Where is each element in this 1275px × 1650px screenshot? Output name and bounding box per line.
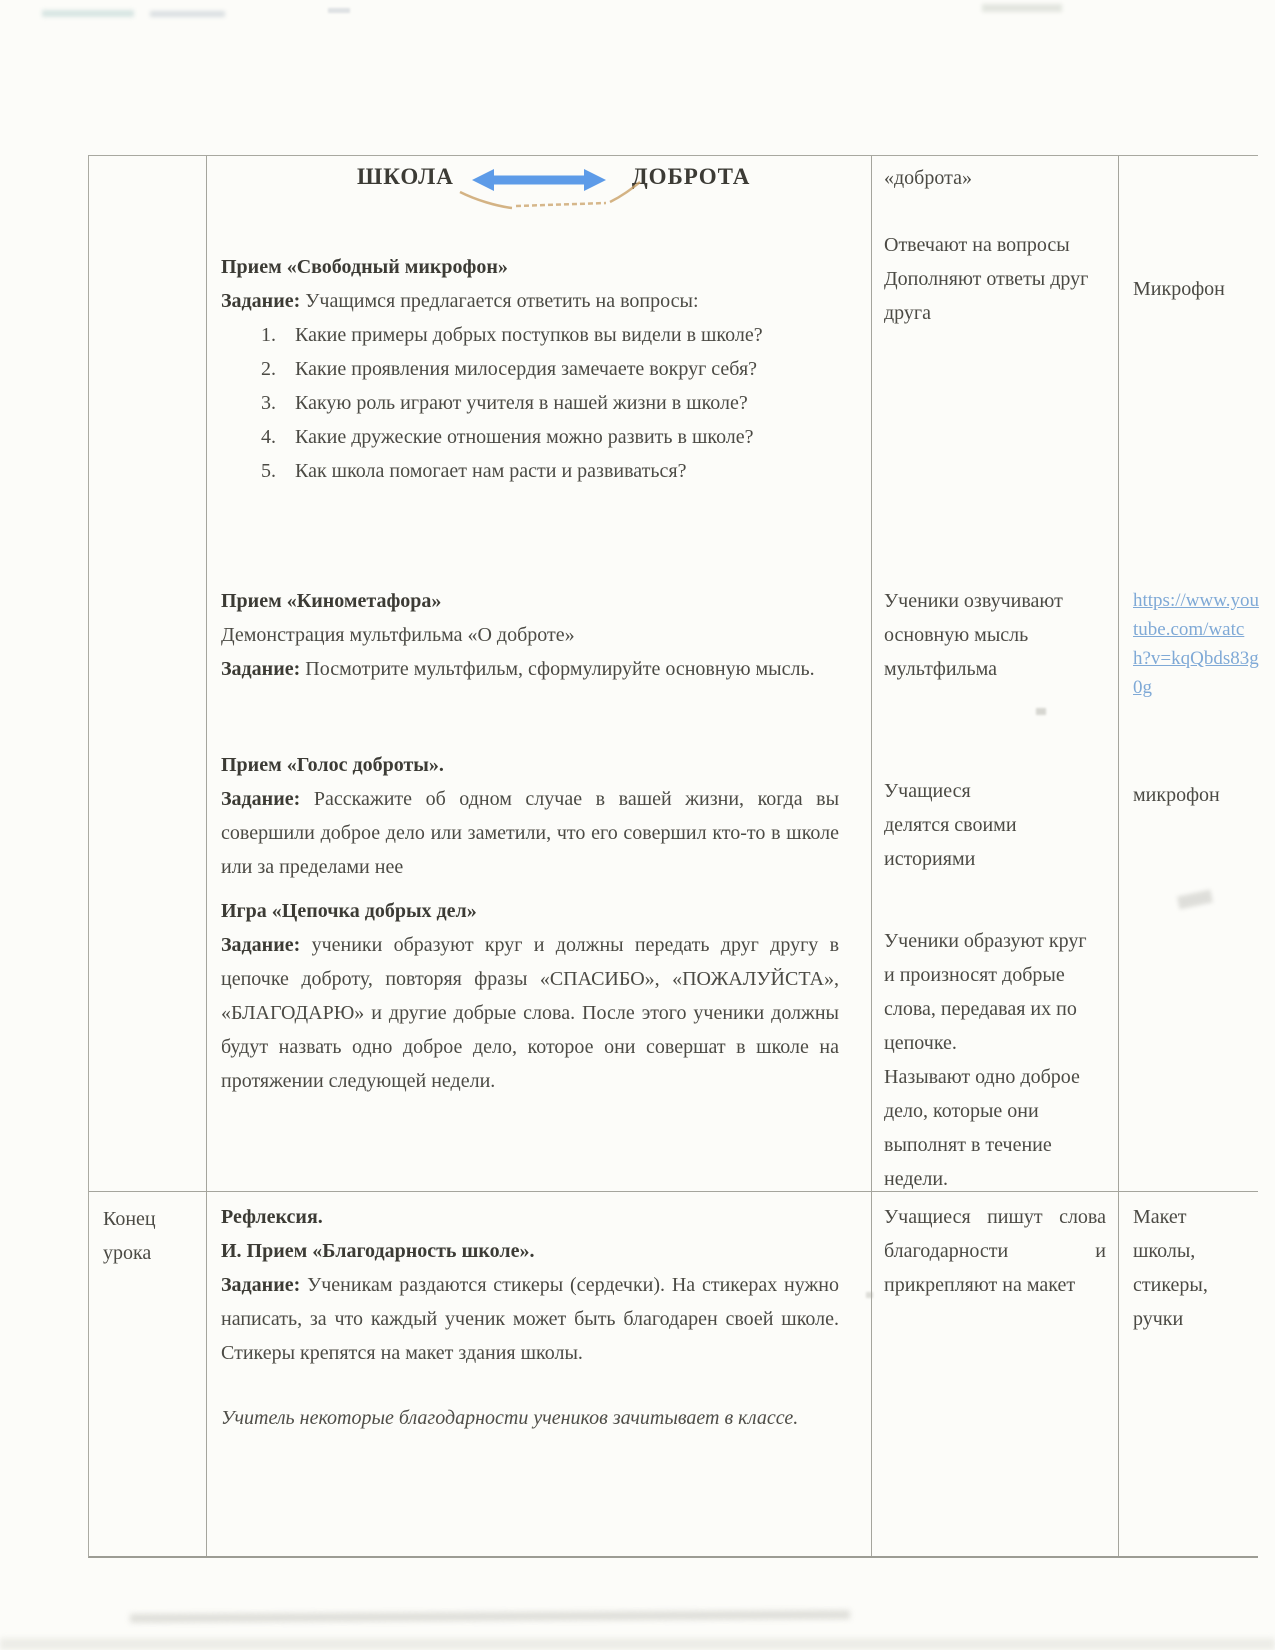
student-actions-cell-end (871, 1191, 1118, 1556)
chain-actions-text: Ученики образуют круг и произносят добрые слова, передавая их по цепочке. (884, 930, 1087, 1054)
question-number: 2. (261, 358, 276, 380)
question-text: Какие примеры добрых поступков вы видели в школе? (295, 324, 763, 346)
scan-artifact (0, 1638, 1275, 1650)
activities-cell (206, 156, 871, 1191)
kindness-word: «доброта» (884, 167, 972, 189)
scan-artifact (150, 11, 225, 17)
chain-actions-text: Называют одно доброе дело, которые они выполнят в течение недели. (884, 1066, 1080, 1190)
school-label: ШКОЛА (357, 164, 454, 189)
resources-end-text: Макет школы, стикеры, ручки (1133, 1206, 1208, 1330)
activity-title: Прием «Кинометафора» (221, 590, 442, 612)
question-item (257, 386, 839, 420)
scan-artifact (328, 8, 350, 13)
task-label: Задание: (221, 290, 301, 312)
resources-cell (1118, 156, 1258, 1191)
teacher-note: Учитель некоторые благодарности учеников зачитывает в классе. (221, 1407, 799, 1429)
activity-title: Прием «Голос доброты». (221, 754, 444, 776)
gratitude-title: И. Прием «Благодарность школе». (221, 1240, 535, 1262)
question-number: 3. (261, 392, 276, 414)
questions-list (257, 318, 839, 488)
task-text: Ученикам раздаются стикеры (сердечки). На стикерах нужно написать, за что каждый ученик может быть благодарен своей школе. Стикеры крепятся на макет здания школы. (221, 1274, 840, 1364)
resource-microphone-2: микрофон (1133, 784, 1220, 806)
activity-voice-of-kindness (221, 748, 839, 884)
lesson-plan-table (88, 155, 1258, 1558)
kindness-label: ДОБРОТА (631, 164, 751, 189)
scan-artifact (130, 1610, 850, 1623)
task-label: Задание: (221, 788, 301, 810)
question-item (257, 454, 839, 488)
stage-cell-empty (89, 156, 206, 1191)
chain-actions-block (884, 924, 1102, 1196)
reflection-title: Рефлексия. (221, 1206, 323, 1228)
question-text: Какие проявления милосердия замечаете вокруг себя? (295, 358, 758, 380)
resource-microphone: Микрофон (1133, 278, 1225, 300)
task-text: ученики образуют круг и должны передать друг другу в цепочке доброту, повторяя фразы «СПАСИБО», «ПОЖАЛУЙСТА», «БЛАГОДАРЮ» и другие добрые слова. После этого ученики должны будут назвать одно доброе дело, которое они совершат в школе на протяжении следующей недели. (221, 934, 840, 1092)
scan-artifact (982, 4, 1062, 12)
question-number: 5. (261, 460, 276, 482)
stage-cell-end-of-lesson (89, 1191, 206, 1556)
youtube-link[interactable]: https://www.youtube.com/watch?v=kqQbds83g0g (1133, 590, 1259, 698)
task-label: Задание: (221, 1274, 301, 1296)
question-text: Какие дружеские отношения можно развить в школе? (295, 426, 754, 448)
activity-free-microphone (221, 250, 839, 488)
share-stories-line: делятся своими историями (884, 814, 1017, 870)
question-item (257, 420, 839, 454)
school-kindness-header (357, 164, 750, 190)
share-stories-line: Учащиеся (884, 780, 971, 802)
task-text: Посмотрите мультфильм, сформулируйте основную мысль. (305, 658, 815, 680)
activity-title: Прием «Свободный микрофон» (221, 256, 508, 278)
question-item (257, 318, 839, 352)
task-text: Расскажите об одном случае в вашей жизни, когда вы совершили доброе дело или заметили, что его совершил кто-то в школе или за пределами нее (221, 788, 840, 878)
task-text: Учащимся предлагается ответить на вопросы: (305, 290, 699, 312)
question-number: 4. (261, 426, 276, 448)
scan-artifact (42, 10, 134, 17)
reflection-cell (206, 1191, 871, 1556)
activity-chain-of-good-deeds (221, 894, 839, 1098)
cartoon-idea-block: Ученики озвучивают основную мысль мультфильма (884, 590, 1063, 680)
activity-title: Игра «Цепочка добрых дел» (221, 900, 477, 922)
resources-cell-end (1118, 1191, 1258, 1556)
gratitude-actions-text: Учащиеся пишут слова благодарности и прикрепляют на макет (884, 1206, 1106, 1296)
answering-line: Отвечают на вопросы (884, 234, 1070, 256)
question-text: Какую роль играют учителя в нашей жизни в школе? (295, 392, 748, 414)
question-text: Как школа помогает нам расти и развиваться? (295, 460, 687, 482)
reflection-block (221, 1200, 839, 1442)
double-arrow-icon (468, 164, 618, 190)
stage-label: Конец урока (103, 1208, 156, 1264)
question-item (257, 352, 839, 386)
activity-cinema-metaphor (221, 584, 839, 686)
answering-block (884, 228, 1102, 330)
answering-line: Дополняют ответы друг друга (884, 268, 1089, 324)
student-actions-cell (871, 156, 1118, 1191)
question-number: 1. (261, 324, 276, 346)
share-stories-block (884, 774, 1060, 876)
demo-line: Демонстрация мультфильма «О доброте» (221, 624, 575, 646)
task-label: Задание: (221, 934, 301, 956)
task-label: Задание: (221, 658, 301, 680)
